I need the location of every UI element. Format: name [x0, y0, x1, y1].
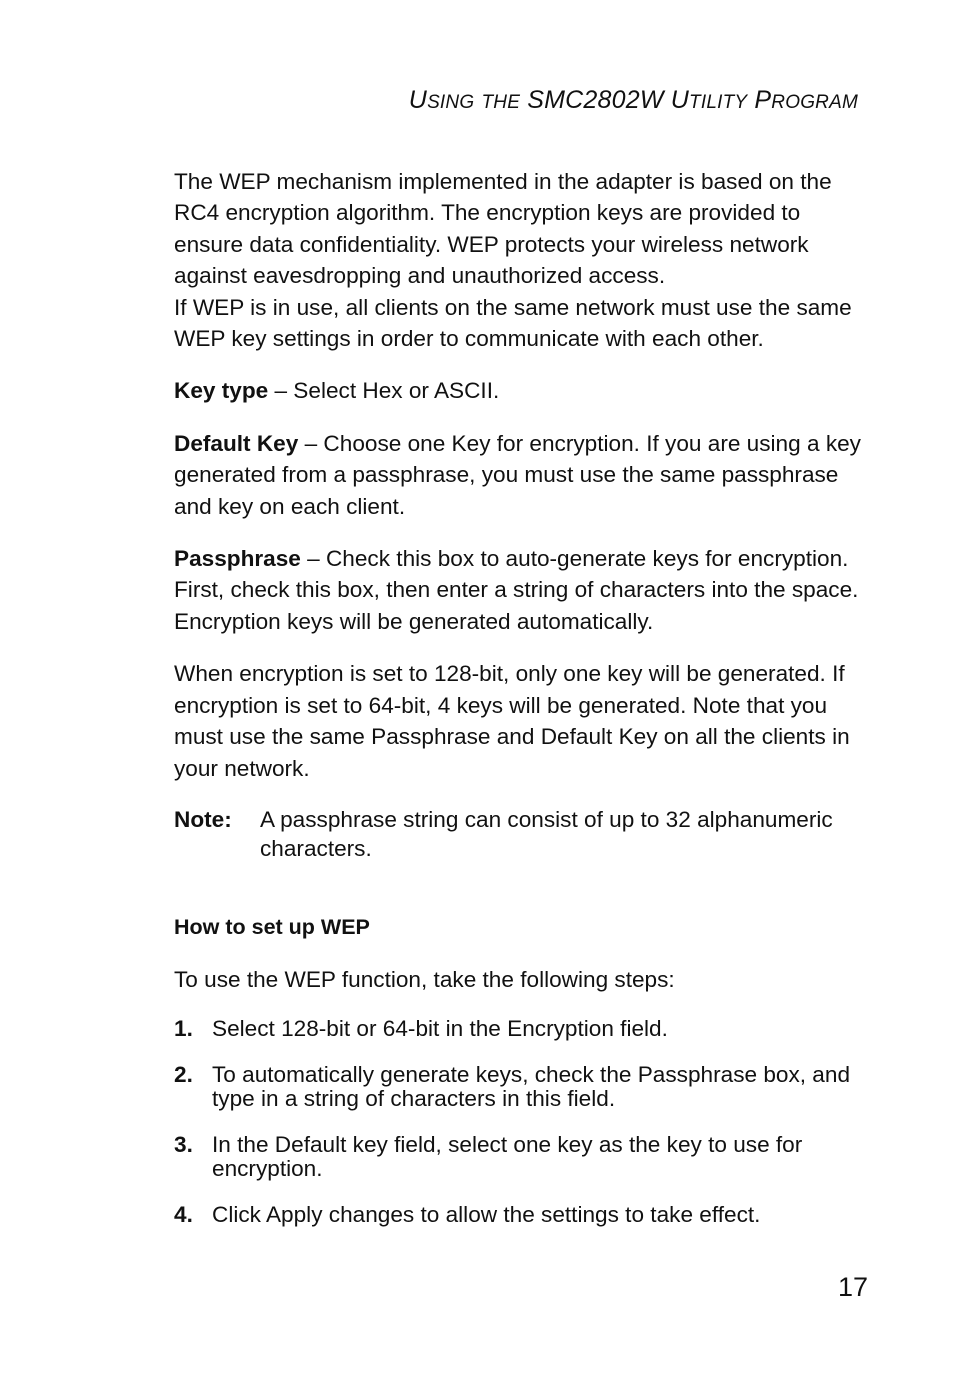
header-letter: U — [670, 86, 690, 114]
encryption-paragraph: When encryption is set to 128-bit, only one key will be generated. If encryption is set to 64-bit, 4 keys will be generated. Note that you must use the same Passphrase and Default Key on all the clients in your network. — [174, 661, 850, 781]
key-type-term: Key type — [174, 378, 269, 404]
step-item — [174, 1063, 874, 1111]
header-smallcaps: SING — [427, 92, 475, 113]
step-item — [174, 1017, 874, 1041]
passphrase-term: Passphrase — [174, 546, 301, 572]
key-type-text: – Select Hex or ASCII. — [268, 378, 500, 404]
step-number: 1. — [174, 1016, 193, 1042]
step-item — [174, 1203, 874, 1227]
intro-text-1: The WEP mechanism implemented in the adapter is based on the RC4 encryption algorithm. The encryption keys are provided to ensure data confidentiality. WEP protects your wireless network against eavesdropping and unauthorized access. — [174, 169, 832, 289]
step-number: 2. — [174, 1062, 193, 1088]
step-text: Click Apply changes to allow the settings to take effect. — [212, 1202, 761, 1228]
section-heading: How to set up WEP — [174, 914, 370, 939]
running-header — [409, 86, 858, 115]
header-smallcaps: TILITY — [689, 92, 748, 113]
header-smallcaps: THE — [481, 92, 521, 113]
step-number: 4. — [174, 1202, 193, 1228]
intro-text-2: If WEP is in use, all clients on the same network must use the same WEP key settings in order to communicate with each other. — [174, 294, 852, 352]
note-text: A passphrase string can consist of up to 32 alphanumeric characters. — [260, 806, 833, 861]
header-model: SMC2802W — [527, 86, 664, 114]
page-number: 17 — [837, 1272, 868, 1302]
header-letter: U — [408, 86, 428, 114]
intro-paragraph — [174, 166, 874, 354]
step-number: 3. — [174, 1132, 193, 1158]
header-letter: P — [754, 86, 772, 114]
key-type-paragraph — [174, 375, 874, 406]
step-text: Select 128-bit or 64-bit in the Encryption field. — [212, 1016, 668, 1042]
page-content — [174, 166, 874, 1249]
step-text: In the Default key field, select one key as the key to use for encryption. — [212, 1132, 803, 1182]
default-key-text: – Choose one Key for encryption. If you are using a key generated from a passphrase, you must use the same passphrase and key on each client. — [174, 430, 861, 519]
passphrase-paragraph — [174, 543, 874, 637]
step-item — [174, 1133, 874, 1181]
section-intro: To use the WEP function, take the following steps: — [174, 966, 675, 992]
passphrase-text: – Check this box to auto-generate keys for encryption. First, check this box, then enter a string of characters into the space. Encryption keys will be generated automatically. — [174, 546, 859, 634]
default-key-paragraph — [174, 428, 874, 522]
header-smallcaps: ROGRAM — [771, 92, 858, 113]
steps-list — [174, 1017, 874, 1227]
step-text: To automatically generate keys, check the Passphrase box, and type in a string of characters in this field. — [212, 1062, 851, 1112]
note-label: Note: — [174, 806, 232, 832]
note-block — [174, 805, 874, 863]
default-key-term: Default Key — [174, 430, 299, 456]
